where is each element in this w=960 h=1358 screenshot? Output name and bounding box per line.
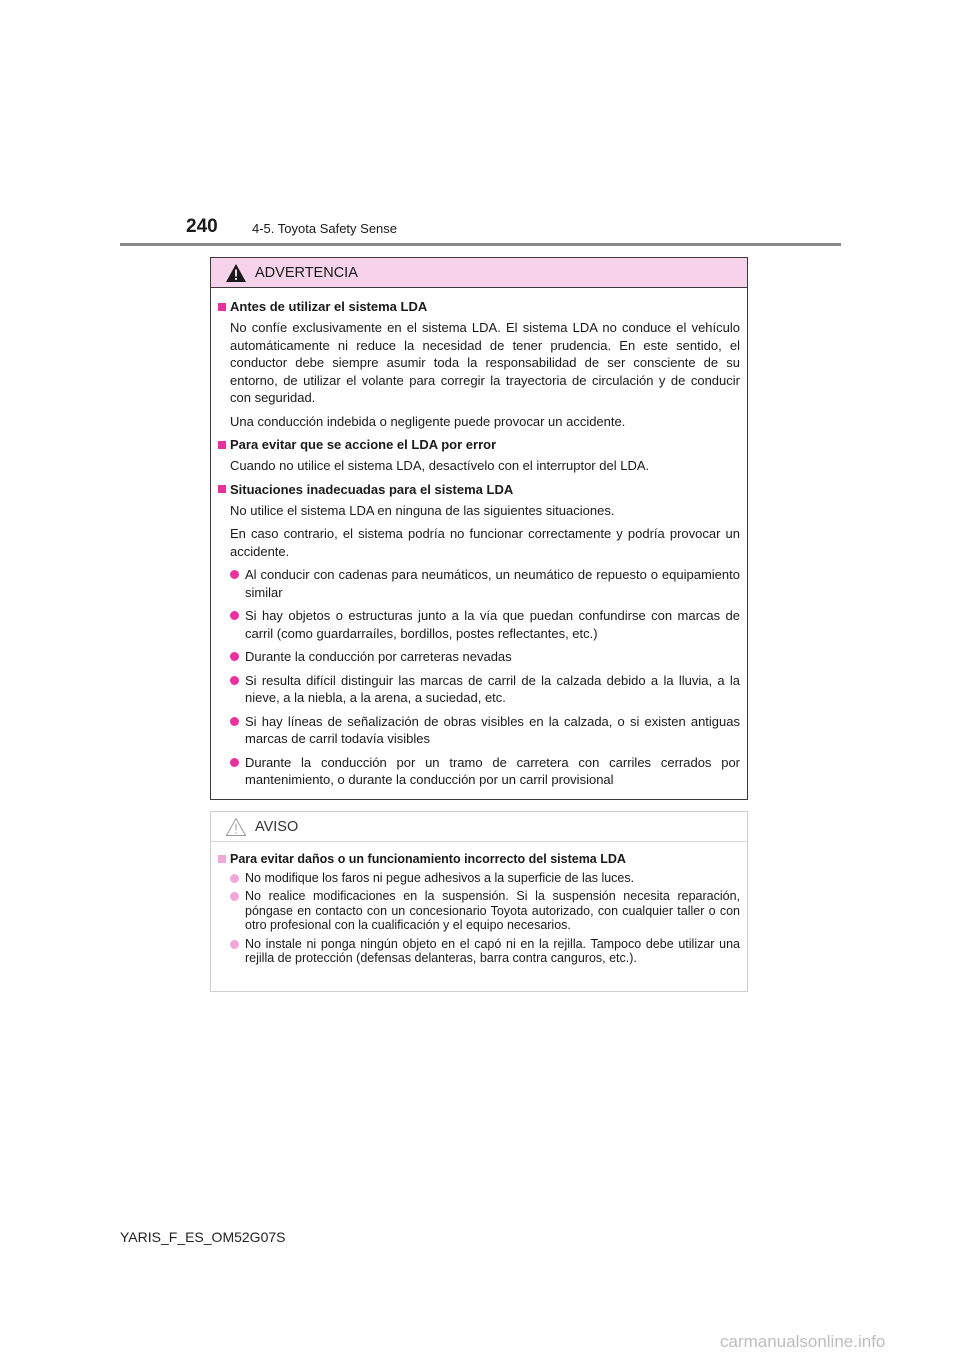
circle-bullet-icon: [230, 717, 239, 726]
list-item: Si resulta difícil distinguir las marcas de carril de la calzada debido a la lluvia, a la nieve, a la niebla, a la arena, a suciedad, etc.: [218, 672, 740, 707]
notice-item-title: Para evitar daños o un funcionamiento incorrecto del sistema LDA: [218, 852, 740, 867]
paragraph: Una conducción indebida o negligente puede provocar un accidente.: [230, 413, 626, 429]
list-item: Durante la conducción por carreteras nevadas: [218, 648, 740, 666]
paragraph: En caso contrario, el sistema podría no funcionar correctamente y podría provocar un accidente.: [230, 526, 740, 559]
square-bullet-icon: [218, 303, 226, 311]
circle-bullet-icon: [230, 676, 239, 685]
section-title: 4-5. Toyota Safety Sense: [252, 221, 398, 236]
list-item: Si hay objetos o estructuras junto a la vía que puedan confundirse con marcas de carril (como guardarraíles, bordillos, postes reflectantes, etc.): [218, 607, 740, 642]
warning-item-title: Situaciones inadecuadas para el sistema LDA: [218, 481, 740, 498]
paragraph: No confíe exclusivamente en el sistema LDA. El sistema LDA no conduce el vehículo automáticamente ni reduce la necesidad de tener prudencia. En este sentido, el conductor debe siempre asumir toda la responsabilidad de ser consciente de su entorno, de utilizar el volante para corregir la trayectoria de circulación y de conducir con seguridad.: [230, 320, 740, 405]
list-item: No instale ni ponga ningún objeto en el capó ni en la rejilla. Tampoco debe utilizar una rejilla de protección (defensas delanteras, barra contra canguros, etc.).: [218, 937, 740, 966]
warning-item-title: Para evitar que se accione el LDA por error: [218, 436, 740, 453]
caution-triangle-icon: [225, 817, 247, 837]
paragraph: Cuando no utilice el sistema LDA, desactívelo con el interruptor del LDA.: [230, 458, 650, 473]
list-item: Durante la conducción por un tramo de carretera con carriles cerrados por mantenimiento, o durante la conducción por un carril provisional: [218, 754, 740, 789]
circle-bullet-icon: [230, 874, 239, 883]
notice-title: AVISO: [255, 818, 299, 835]
warning-header: [211, 258, 747, 288]
list-item: Si hay líneas de señalización de obras visibles en la calzada, o si existen antiguas marcas de carril todavía visibles: [218, 713, 740, 748]
circle-bullet-icon: [230, 611, 239, 620]
paragraph: No utilice el sistema LDA en ninguna de las siguientes situaciones.: [230, 502, 615, 518]
notice-header: [211, 812, 747, 842]
list-item: Al conducir con cadenas para neumáticos, un neumático de repuesto o equipamiento similar: [218, 566, 740, 601]
notice-box: [210, 811, 748, 992]
warning-box: [210, 257, 748, 800]
document-code: YARIS_F_ES_OM52G07S: [120, 1229, 286, 1245]
square-bullet-icon: [218, 855, 226, 863]
list-item: No realice modificaciones en la suspensión. Si la suspensión necesita reparación, póngase en contacto con un concesionario Toyota autorizado, con cualquier taller o con otro profesional con la cualificación y el equipo necesarios.: [218, 889, 740, 933]
circle-bullet-icon: [230, 758, 239, 767]
warning-title: ADVERTENCIA: [255, 264, 358, 281]
square-bullet-icon: [218, 441, 226, 449]
notice-body: [211, 842, 747, 966]
list-item: No modifique los faros ni pegue adhesivos a la superficie de las luces.: [218, 871, 740, 886]
page-number: 240: [186, 216, 218, 237]
warning-triangle-icon: [225, 263, 247, 283]
circle-bullet-icon: [230, 570, 239, 579]
warning-body: [211, 288, 747, 789]
circle-bullet-icon: [230, 940, 239, 949]
warning-item-title: Antes de utilizar el sistema LDA: [218, 298, 740, 315]
circle-bullet-icon: [230, 892, 239, 901]
square-bullet-icon: [218, 485, 226, 493]
header-rule: [120, 243, 841, 246]
watermark: carmanualsonline.info: [720, 1332, 886, 1351]
circle-bullet-icon: [230, 652, 239, 661]
